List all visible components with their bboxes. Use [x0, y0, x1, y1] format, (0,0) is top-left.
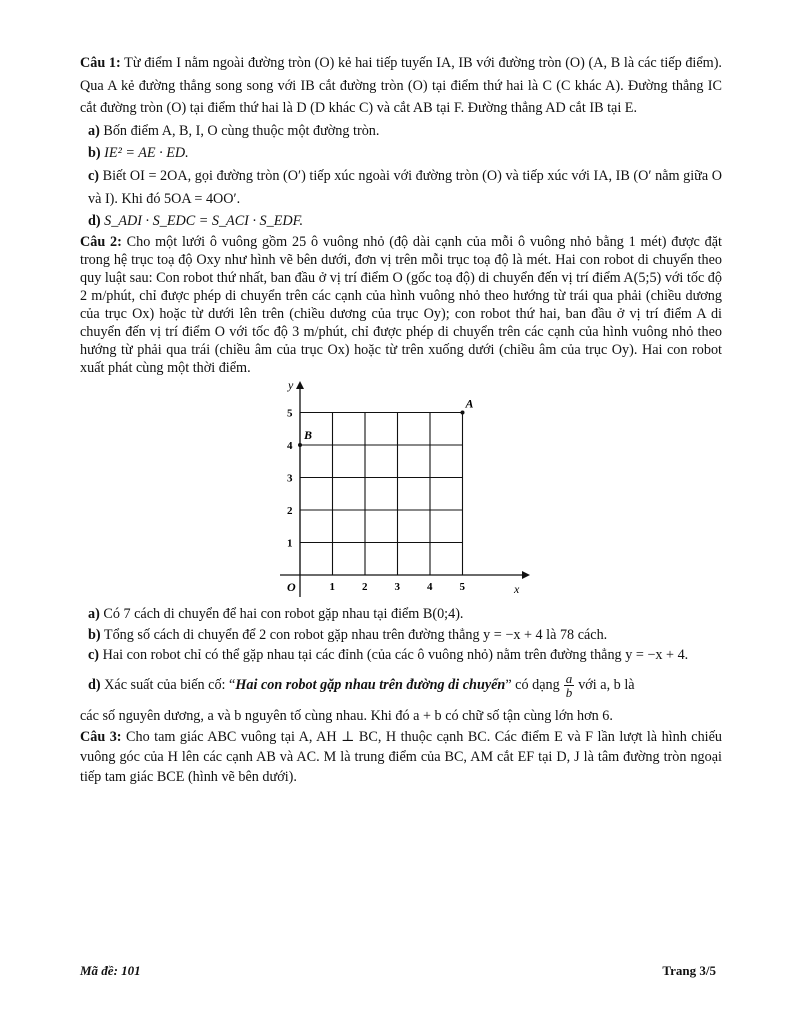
x-tick-label: 4: [427, 580, 433, 593]
y-axis-label: y: [288, 378, 294, 392]
question-2-intro: Câu 2: Cho một lưới ô vuông gồm 25 ô vuông nhỏ (độ dài cạnh của mỗi ô vuông nhỏ bằng 1 mét) được đặt trong hệ trục toạ độ Oxy như hình vẽ bên dưới, đơn vị trên mỗi trục toạ độ là mét. Hai con robot di chuyển theo quy luật sau: Con robot thứ nhất, ban đầu ở vị trí điểm O (gốc toạ độ) di chuyển đến vị trí điểm A(5;5) với tốc độ 2 m/phút, chỉ được phép di chuyển trên các cạnh của hình vuông nhỏ theo hướng từ trái qua phải (chiều dương của trục Ox) hoặc từ dưới lên trên (chiều dương của trục Oy); con robot thứ hai, ban đầu ở vị trí điểm A di chuyển đến vị trí điểm O với tốc độ 3 m/phút, chỉ được phép di chuyển trên các cạnh của hình vuông nhỏ theo hướng từ phải qua trái (chiều âm của trục Ox) hoặc từ trên xuống dưới (chiều âm của trục Oy). Hai con robot xuất phát cùng một thời điểm.: [80, 233, 722, 376]
question-1-b: b) IE² = AE · ED.: [88, 145, 189, 162]
question-1-d: d) S_ADI · S_EDC = S_ACI · S_EDF.: [88, 213, 304, 230]
point-a-marker: [461, 410, 465, 414]
point-a-label: A: [465, 396, 474, 411]
question-3: [80, 727, 722, 787]
x-tick-label: 2: [362, 580, 368, 593]
tick-labels: [287, 407, 466, 593]
page-number: Trang 3/5: [662, 963, 716, 978]
question-2-b: b) Tổng số cách di chuyển để 2 con robot gặp nhau trên đường thẳng y = −x + 4 là 78 cách.: [88, 626, 608, 643]
point-b-label: B: [304, 427, 313, 442]
y-tick-label: 5: [287, 407, 293, 420]
question-2-d-continued: các số nguyên dương, a và b nguyên tố cùng nhau. Khi đó a + b có chữ số tận cùng lớn hơn 6.: [80, 707, 613, 724]
point-b-marker: [298, 443, 302, 447]
fraction-a-over-b: $\frac{a}{b}$: [565, 670, 573, 700]
question-2-c: c) Hai con robot chỉ có thể gặp nhau tại các đỉnh (của các ô vuông nhỏ) nằm trên đường thẳng y = −x + 4.: [88, 646, 689, 663]
y-tick-label: 1: [287, 537, 293, 550]
question-2-d: d) Xác suất của biến cố: “Hai con robot gặp nhau trên đường di chuyển” có dạng $\frac{a}{b}$ với a, b là: [88, 670, 635, 700]
coordinate-grid: [260, 379, 530, 607]
y-axis-arrow-icon: [296, 381, 304, 389]
x-tick-label: 1: [329, 580, 335, 593]
question-1-a: a) Bốn điểm A, B, I, O cùng thuộc một đường tròn.: [88, 122, 380, 139]
x-axis-label: x: [514, 581, 520, 596]
exam-code: Mã đề: 101: [80, 963, 141, 978]
y-tick-label: 3: [287, 472, 293, 485]
question-3-intro: Câu 3: Cho tam giác ABC vuông tại A, AH ⊥ BC, H thuộc cạnh BC. Các điểm E và F lần lượt là hình chiếu vuông góc của H lên các cạnh AB và AC. M là trung điểm của BC, AM cắt EF tại D, J là tâm đường tròn ngoại tiếp tam giác BCE (hình vẽ bên dưới).: [80, 728, 722, 785]
question-2-a: a) Có 7 cách di chuyển để hai con robot gặp nhau tại điểm B(0;4).: [88, 605, 464, 622]
y-tick-label: 4: [287, 439, 293, 452]
question-1-intro: Câu 1: Từ điểm I nằm ngoài đường tròn (O) kẻ hai tiếp tuyến IA, IB với đường tròn (O) (A, B là các tiếp điểm). Qua A kẻ đường thẳng song song với IB cắt đường tròn (O) tại điểm thứ hai là C (C khác A). Đường thẳng IC cắt đường tròn (O) tại điểm thứ hai là D (D khác C) và cắt AB tại F. Đường thẳng AD cắt IB tại E.: [80, 55, 722, 117]
x-tick-label: 3: [394, 580, 400, 593]
x-axis-arrow-icon: [522, 571, 530, 579]
grid-figure: [80, 379, 722, 607]
question-1-c: c) Biết OI = 2OA, gọi đường tròn (O′) tiếp xúc ngoài với đường tròn (O) và tiếp xúc với IA, IB (O′ nằm giữa O và I). Khi đó 5OA = 4OO′.: [88, 167, 722, 207]
exam-page: [80, 52, 722, 787]
question-1: [80, 52, 722, 233]
x-tick-label: 5: [459, 580, 465, 593]
y-tick-label: 2: [287, 504, 293, 517]
grid-lines: [300, 412, 463, 575]
origin-label: O: [287, 579, 296, 594]
question-2: [80, 233, 722, 727]
